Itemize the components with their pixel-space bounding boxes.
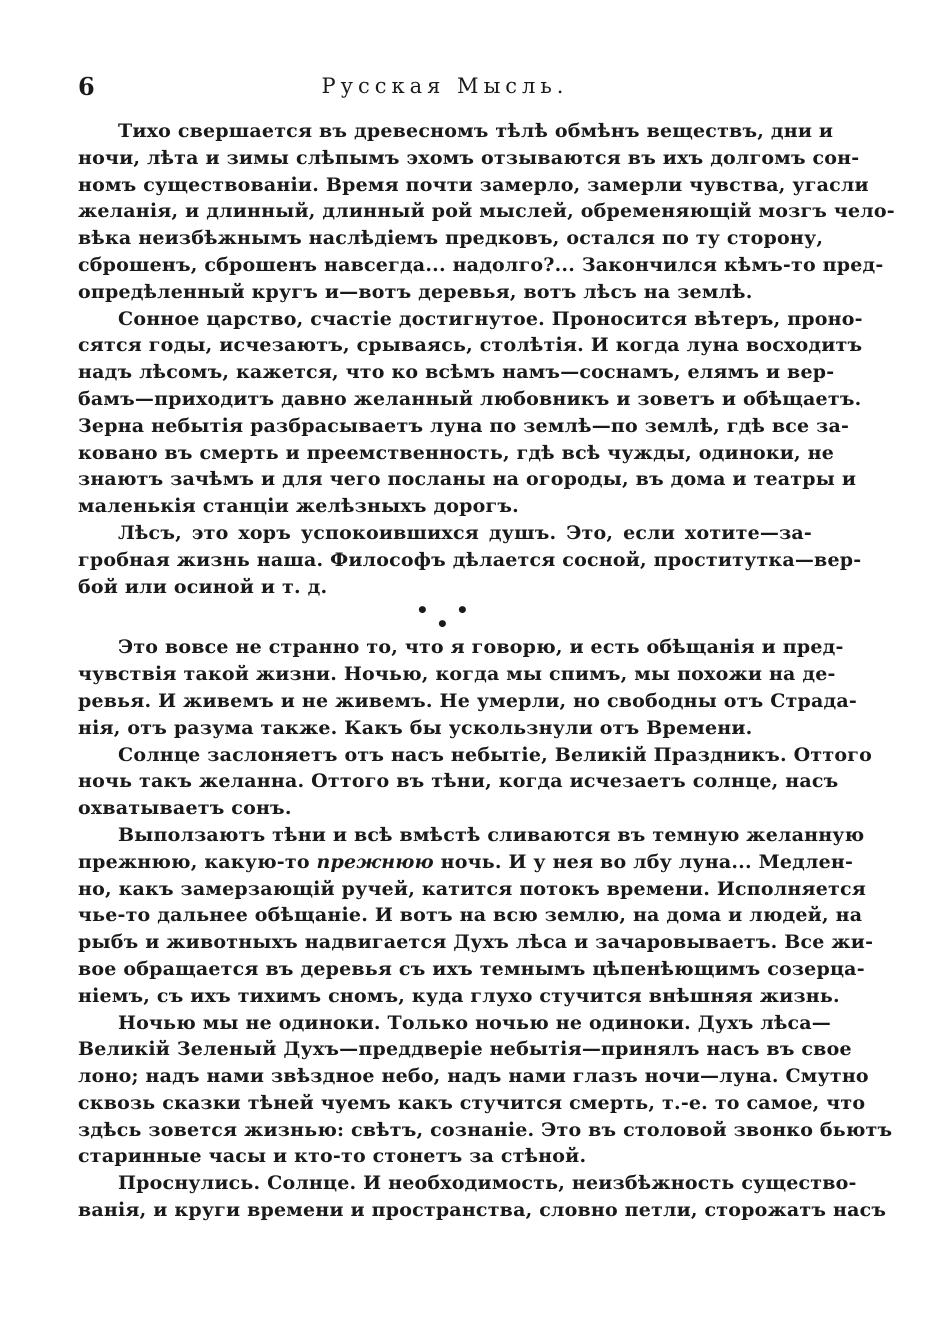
paragraph xyxy=(78,822,874,1010)
paragraph xyxy=(78,520,862,600)
text-line xyxy=(78,849,854,876)
text-line: вое обращается въ деревья съ ихъ темнымъ цѣпенѣющимъ созерца- xyxy=(78,957,865,980)
running-title: Русская Мысль. xyxy=(321,74,569,98)
divider-star: • xyxy=(416,598,429,623)
text-line: Сонное царство, счастіе достигнутое. Проносится вѣтеръ, проно- xyxy=(118,307,863,330)
text-line: сятся годы, исчезаютъ, срываясь, столѣтія. И когда луна восходитъ xyxy=(78,334,863,357)
section-divider xyxy=(78,598,812,637)
text-line: ревья. И живемъ и не живемъ. Не умерли, но свободны отъ Страда- xyxy=(78,689,857,712)
text-line: сброшенъ, сброшенъ навсегда... надолго?... Закончился кѣмъ-то пред- xyxy=(78,253,884,276)
section-1 xyxy=(78,118,895,600)
text-line: но, какъ замерзающій ручей, катится потокъ времени. Исполняется xyxy=(78,877,866,900)
text-line: ночи, лѣта и зимы слѣпымъ эхомъ отзываются въ ихъ долгомъ сон- xyxy=(78,146,860,169)
text-line: чье-то дальнее обѣщаніе. И вотъ на всю землю, на дома и людей, на xyxy=(78,904,863,927)
text-line: ніемъ, съ ихъ тихимъ сномъ, куда глухо стучится внѣшняя жизнь. xyxy=(78,984,840,1007)
text-line: старинные часы и кто-то стонетъ за стѣной. xyxy=(78,1145,587,1168)
paragraph xyxy=(78,742,872,822)
body-text xyxy=(78,118,895,1224)
text-line: Лѣсъ, это хоръ успокоившихся душъ. Это, если хотите—за- xyxy=(118,521,812,544)
text-segment: ночь. И у нея во лбу луна... Медлен- xyxy=(433,850,854,873)
text-line: ковано въ смерть и преемственность, гдѣ всѣ чужды, одиноки, не xyxy=(78,441,835,464)
text-line: желанія, и длинный, длинный рой мыслей, обременяющій мозгъ чело- xyxy=(78,200,895,223)
text-line: знаютъ зачѣмъ и для чего посланы на огороды, въ дома и театры и xyxy=(78,468,857,491)
text-line: бой или осиной и т. д. xyxy=(78,575,328,598)
paragraph xyxy=(78,118,895,306)
divider-star: • xyxy=(436,612,449,637)
text-line: Ночью мы не одиноки. Только ночью не одиноки. Духъ лѣса— xyxy=(118,1011,832,1034)
text-line: Великій Зеленый Духъ—преддверіе небытія—принялъ насъ въ свое xyxy=(78,1038,852,1061)
text-line: надъ лѣсомъ, кажется, что ко всѣмъ намъ—соснамъ, елямъ и вер- xyxy=(78,361,835,384)
text-line: лоно; надъ нами звѣздное небо, надъ нами глазъ ночи—луна. Смутно xyxy=(78,1065,869,1088)
paragraph xyxy=(78,306,863,520)
text-line: Выползаютъ тѣни и всѣ вмѣстѣ сливаются въ темную желанную xyxy=(118,823,865,846)
text-line: нія, отъ разума также. Какъ бы ускользнули отъ Времени. xyxy=(78,716,753,739)
text-line: вѣка неизбѣжнымъ наслѣдіемъ предковъ, остался по ту сторону, xyxy=(78,227,824,250)
italic-word: прежнюю xyxy=(316,850,434,873)
page-number: 6 xyxy=(78,72,95,101)
text-line: Солнце заслоняетъ отъ насъ небытіе, Великій Праздникъ. Оттого xyxy=(118,743,872,766)
text-line: Проснулись. Солнце. И необходимость, неизбѣжность существо- xyxy=(118,1172,857,1195)
paragraph xyxy=(78,1010,893,1171)
section-2 xyxy=(78,634,893,1224)
paragraph xyxy=(78,1170,887,1224)
text-line: опредѣленный кругъ и—вотъ деревья, вотъ лѣсъ на землѣ. xyxy=(78,280,753,303)
text-line: рыбъ и животныхъ надвигается Духъ лѣса и зачаровываетъ. Все жи- xyxy=(78,931,874,954)
text-line: маленькія станціи желѣзныхъ дорогъ. xyxy=(78,495,519,518)
text-line: ванія, и круги времени и пространства, словно петли, сторожатъ насъ xyxy=(78,1199,887,1222)
divider-star: • xyxy=(456,598,469,623)
text-line: чувствія такой жизни. Ночью, когда мы спимъ, мы похожи на де- xyxy=(78,663,836,686)
text-line: ночь такъ желанна. Оттого въ тѣни, когда исчезаетъ солнце, насъ xyxy=(78,770,839,793)
text-line: Тихо свершается въ древесномъ тѣлѣ обмѣнъ веществъ, дни и xyxy=(118,120,834,142)
text-line: Зерна небытія разбрасываетъ луна по землѣ—по землѣ, гдѣ все за- xyxy=(78,414,850,437)
text-line: сквозь сказки тѣней чуемъ какъ стучится смерть, т.-е. то самое, что xyxy=(78,1091,866,1114)
text-line: номъ существованіи. Время почти замерло, замерли чувства, угасли xyxy=(78,173,869,196)
text-segment: прежнюю, какую-то xyxy=(78,850,317,873)
text-line: Это вовсе не странно то, что я говорю, и есть обѣщанія и пред- xyxy=(118,636,844,659)
paragraph xyxy=(78,634,857,741)
text-line: гробная жизнь наша. Философъ дѣлается сосной, проститутка—вер- xyxy=(78,548,862,571)
page-header xyxy=(78,72,812,106)
text-line: бамъ—приходитъ давно желанный любовникъ и зоветъ и обѣщаетъ. xyxy=(78,387,862,410)
text-line: охватываетъ сонъ. xyxy=(78,797,292,820)
text-line: здѣсь зовется жизнью: свѣтъ, сознаніе. Это въ столовой звонко бьютъ xyxy=(78,1118,893,1141)
